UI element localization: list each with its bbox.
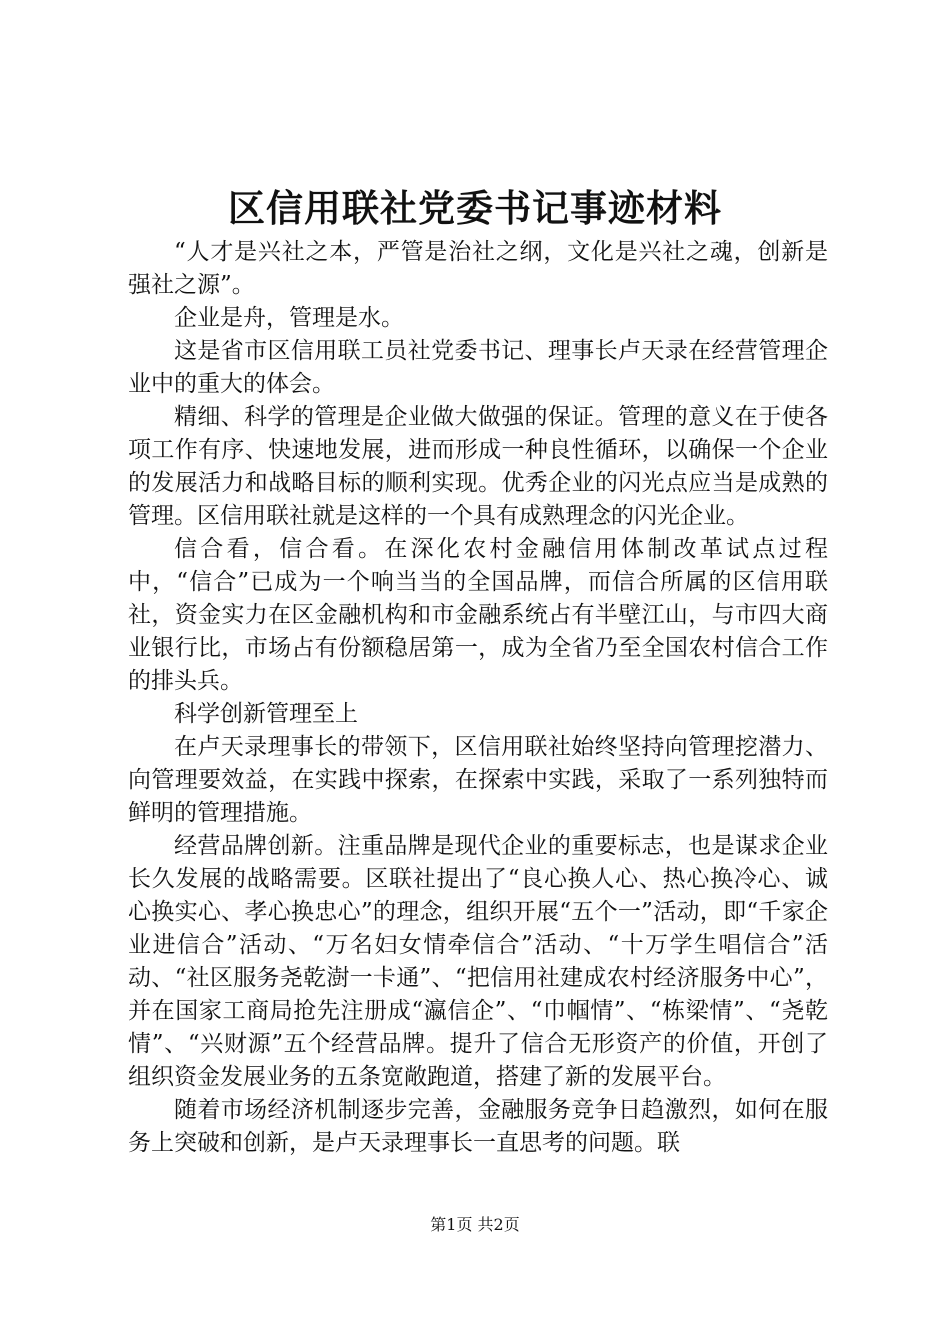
paragraph: 这是省市区信用联工员社党委书记、理事长卢天录在经营管理企业中的重大的体会。 (128, 338, 828, 397)
page-footer: 第1页 共2页 (430, 1215, 520, 1234)
paragraph: 企业是舟，管理是水。 (174, 305, 404, 331)
paragraph: 信合看，信合看。在深化农村金融信用体制改革试点过程中，“信合”已成为一个响当当的全国品牌，而信合所属的区信用联社，资金实力在区金融机构和市金融系统占有半壁江山，与市四大商业银行比，市场占有份额稳居第一，成为全省乃至全国农村信合工作的排头兵。 (128, 536, 828, 694)
document-title: 区信用联社党委书记事迹材料 (228, 186, 722, 230)
paragraph: 在卢天录理事长的带领下，区信用联社始终坚持向管理挖潜力、向管理要效益，在实践中探索，在探索中实践，采取了一系列独特而鲜明的管理措施。 (128, 734, 828, 826)
section-heading: 科学创新管理至上 (174, 701, 358, 727)
paragraph: 精细、科学的管理是企业做大做强的保证。管理的意义在于使各项工作有序、快速地发展，进而形成一种良性循环，以确保一个企业的发展活力和战略目标的顺利实现。优秀企业的闪光点应当是成熟的管理。区信用联社就是这样的一个具有成熟理念的闪光企业。 (128, 404, 828, 529)
paragraph: “人才是兴社之本，严管是治社之纲，文化是兴社之魂，创新是强社之源”。 (128, 239, 828, 298)
document-body (128, 236, 828, 1160)
paragraph: 经营品牌创新。注重品牌是现代企业的重要标志，也是谋求企业长久发展的战略需要。区联社提出了“良心换人心、热心换冷心、诚心换实心、孝心换忠心”的理念，组织开展“五个一”活动，即“千家企业进信合”活动、“万名妇女情牵信合”活动、“十万学生唱信合”活动、“社区服务尧乾澍一卡通”、“把信用社建成农村经济服务中心”，并在国家工商局抢先注册成“瀛信企”、“巾帼情”、“栋梁情”、“尧乾情”、“兴财源”五个经营品牌。提升了信合无形资产的价值，开创了组织资金发展业务的五条宽敞跑道，搭建了新的发展平台。 (128, 833, 828, 1090)
paragraph: 随着市场经济机制逐步完善，金融服务竞争日趋激烈，如何在服务上突破和创新，是卢天录理事长一直思考的问题。联 (128, 1097, 828, 1156)
